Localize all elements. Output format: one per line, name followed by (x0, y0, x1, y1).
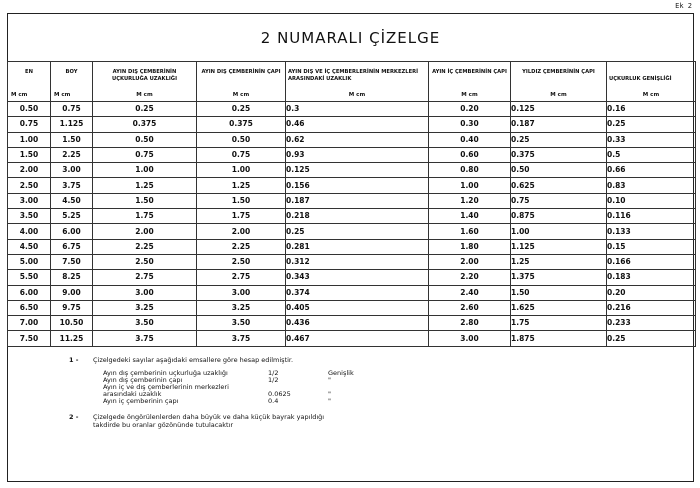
header-label: AYIN İÇ ÇEMBERİNİN ÇAPI (432, 69, 507, 75)
cell-boy: 10.50 (51, 316, 93, 331)
cell-boy: 3.00 (51, 163, 93, 178)
cell-inner-diameter: 0.30 (429, 117, 511, 132)
header-label: BOY (65, 69, 78, 75)
cell-hoist-width: 0.10 (607, 193, 696, 208)
table-row (8, 270, 696, 285)
table-row (8, 178, 696, 193)
cell-center-distance: 0.281 (286, 239, 429, 254)
formula-row (103, 398, 388, 405)
header-label: AYIN DIŞ ÇEMBERİNİN UÇKURLUĞA UZAKLIĞI (112, 69, 177, 82)
cell-outer-diameter: 0.50 (197, 132, 286, 147)
cell-outer-distance: 0.25 (93, 102, 197, 117)
cell-hoist-width: 0.116 (607, 209, 696, 224)
note-text-line: takdirde bu oranlar gözönünde tutulacaktır (93, 421, 234, 429)
title-box (8, 14, 693, 62)
cell-outer-diameter: 0.75 (197, 147, 286, 162)
cell-center-distance: 0.62 (286, 132, 429, 147)
cell-star-diameter: 1.375 (511, 270, 607, 285)
cell-inner-diameter: 1.60 (429, 224, 511, 239)
cell-hoist-width: 0.15 (607, 239, 696, 254)
cell-outer-distance: 2.75 (93, 270, 197, 285)
cell-star-diameter: 1.50 (511, 285, 607, 300)
formula-basis (328, 384, 388, 391)
cell-hoist-width: 0.133 (607, 224, 696, 239)
note-text-line: Çizelgede öngörülenlerden daha büyük ve daha küçük bayrak yapıldığı (93, 413, 325, 421)
cell-outer-diameter: 1.75 (197, 209, 286, 224)
header-unit: M cm (232, 92, 250, 98)
cell-outer-distance: 2.00 (93, 224, 197, 239)
header-label: UÇKURLUK GENİŞLİĞİ (609, 76, 672, 82)
cell-star-diameter: 0.875 (511, 209, 607, 224)
cell-inner-diameter: 0.20 (429, 102, 511, 117)
cell-star-diameter: 0.25 (511, 132, 607, 147)
cell-center-distance: 0.125 (286, 163, 429, 178)
cell-center-distance: 0.187 (286, 193, 429, 208)
cell-outer-distance: 1.50 (93, 193, 197, 208)
formula-list (103, 370, 388, 405)
cell-outer-diameter: 1.00 (197, 163, 286, 178)
table-row (8, 209, 696, 224)
cell-hoist-width: 0.20 (607, 285, 696, 300)
cell-outer-distance: 3.25 (93, 300, 197, 315)
table-row (8, 193, 696, 208)
formula-basis: " (328, 390, 331, 398)
table-row (8, 331, 696, 346)
cell-outer-distance: 1.25 (93, 178, 197, 193)
cell-star-diameter: 1.625 (511, 300, 607, 315)
cell-en: 7.00 (8, 316, 51, 331)
cell-hoist-width: 0.66 (607, 163, 696, 178)
cell-en: 1.00 (8, 132, 51, 147)
cell-hoist-width: 0.233 (607, 316, 696, 331)
table-row (8, 285, 696, 300)
cell-boy: 8.25 (51, 270, 93, 285)
formula-value: 1/2 (268, 376, 279, 384)
cell-en: 0.75 (8, 117, 51, 132)
formula-basis: " (328, 376, 331, 384)
cell-boy: 6.00 (51, 224, 93, 239)
ratio-table (7, 61, 696, 347)
table-row (8, 102, 696, 117)
cell-star-diameter: 0.187 (511, 117, 607, 132)
formula-basis: Genişlik (328, 369, 354, 377)
header-inner-circle-diameter (429, 62, 511, 102)
cell-outer-diameter: 3.50 (197, 316, 286, 331)
formula-label: arasındaki uzaklık (103, 390, 162, 398)
cell-hoist-width: 0.216 (607, 300, 696, 315)
note-1 (69, 356, 388, 405)
cell-boy: 9.00 (51, 285, 93, 300)
cell-outer-distance: 2.25 (93, 239, 197, 254)
cell-hoist-width: 0.166 (607, 254, 696, 269)
cell-boy: 2.25 (51, 147, 93, 162)
cell-hoist-width: 0.5 (607, 147, 696, 162)
cell-inner-diameter: 2.00 (429, 254, 511, 269)
cell-outer-distance: 0.75 (93, 147, 197, 162)
formula-label: Ayın dış çemberinin çapı (103, 376, 183, 384)
cell-inner-diameter: 1.00 (429, 178, 511, 193)
table-row (8, 254, 696, 269)
header-unit: M cm (348, 92, 366, 98)
note-2 (69, 413, 388, 429)
cell-boy: 5.25 (51, 209, 93, 224)
table-row (8, 239, 696, 254)
cell-inner-diameter: 1.80 (429, 239, 511, 254)
cell-inner-diameter: 0.60 (429, 147, 511, 162)
header-unit: M cm (54, 92, 71, 98)
cell-inner-diameter: 0.80 (429, 163, 511, 178)
header-label: AYIN DIŞ VE İÇ ÇEMBERLERİNİN MERKEZLERİ ARASINDAKİ UZAKLIK (288, 69, 419, 82)
table-row (8, 316, 696, 331)
cell-center-distance: 0.405 (286, 300, 429, 315)
formula-label: Ayın iç çemberinin çapı (103, 397, 179, 405)
formula-label: Ayın iç ve dış çemberlerinin merkezleri (103, 383, 229, 391)
cell-center-distance: 0.3 (286, 102, 429, 117)
cell-outer-diameter: 1.50 (197, 193, 286, 208)
cell-star-diameter: 1.00 (511, 224, 607, 239)
cell-center-distance: 0.312 (286, 254, 429, 269)
cell-en: 2.00 (8, 163, 51, 178)
cell-star-diameter: 0.125 (511, 102, 607, 117)
note-number: 2 - (69, 413, 79, 421)
cell-en: 2.50 (8, 178, 51, 193)
cell-center-distance: 0.93 (286, 147, 429, 162)
cell-hoist-width: 0.183 (607, 270, 696, 285)
cell-center-distance: 0.467 (286, 331, 429, 346)
cell-star-diameter: 0.50 (511, 163, 607, 178)
cell-outer-distance: 3.50 (93, 316, 197, 331)
note-text: Çizelgedeki sayılar aşağıdaki emsallere göre hesap edilmiştir. (93, 356, 294, 364)
formula-value: 1/2 (268, 369, 279, 377)
cell-inner-diameter: 2.20 (429, 270, 511, 285)
table-row (8, 147, 696, 162)
table-body (8, 102, 696, 347)
cell-outer-distance: 1.75 (93, 209, 197, 224)
cell-outer-diameter: 0.375 (197, 117, 286, 132)
cell-hoist-width: 0.33 (607, 132, 696, 147)
header-unit: M cm (461, 92, 478, 98)
header-label: EN (25, 69, 33, 75)
cell-outer-diameter: 3.00 (197, 285, 286, 300)
cell-outer-diameter: 1.25 (197, 178, 286, 193)
cell-en: 7.50 (8, 331, 51, 346)
table-row (8, 117, 696, 132)
cell-hoist-width: 0.25 (607, 117, 696, 132)
formula-basis: " (328, 397, 331, 405)
cell-boy: 9.75 (51, 300, 93, 315)
cell-outer-diameter: 2.50 (197, 254, 286, 269)
cell-center-distance: 0.218 (286, 209, 429, 224)
annex-label: Ek 2 (675, 2, 692, 10)
cell-en: 0.50 (8, 102, 51, 117)
cell-inner-diameter: 3.00 (429, 331, 511, 346)
cell-inner-diameter: 0.40 (429, 132, 511, 147)
cell-boy: 1.125 (51, 117, 93, 132)
header-row (8, 62, 696, 102)
cell-center-distance: 0.343 (286, 270, 429, 285)
cell-boy: 3.75 (51, 178, 93, 193)
cell-outer-diameter: 2.25 (197, 239, 286, 254)
page-title: 2 NUMARALI ÇİZELGE (260, 28, 441, 47)
cell-boy: 4.50 (51, 193, 93, 208)
cell-center-distance: 0.25 (286, 224, 429, 239)
cell-center-distance: 0.156 (286, 178, 429, 193)
header-outer-circle-distance (93, 62, 197, 102)
cell-outer-distance: 2.50 (93, 254, 197, 269)
header-label: AYIN DIŞ ÇEMBERİNİN ÇAPI (201, 69, 281, 75)
header-hoist-width (607, 62, 696, 102)
header-star-circle-diameter (511, 62, 607, 102)
cell-en: 3.00 (8, 193, 51, 208)
cell-hoist-width: 0.83 (607, 178, 696, 193)
cell-center-distance: 0.374 (286, 285, 429, 300)
cell-en: 6.50 (8, 300, 51, 315)
cell-boy: 7.50 (51, 254, 93, 269)
cell-star-diameter: 1.25 (511, 254, 607, 269)
formula-label: Ayın dış çemberinin uçkurluğa uzaklığı (103, 369, 228, 377)
cell-en: 3.50 (8, 209, 51, 224)
table-row (8, 224, 696, 239)
cell-star-diameter: 0.375 (511, 147, 607, 162)
cell-inner-diameter: 1.20 (429, 193, 511, 208)
cell-star-diameter: 1.875 (511, 331, 607, 346)
formula-value: 0.4 (268, 397, 279, 405)
cell-en: 5.00 (8, 254, 51, 269)
header-unit: M cm (136, 92, 153, 98)
cell-en: 6.00 (8, 285, 51, 300)
cell-inner-diameter: 2.60 (429, 300, 511, 315)
table-row (8, 132, 696, 147)
table-row (8, 163, 696, 178)
cell-inner-diameter: 2.40 (429, 285, 511, 300)
cell-outer-distance: 3.00 (93, 285, 197, 300)
header-unit: M cm (642, 92, 660, 98)
cell-center-distance: 0.46 (286, 117, 429, 132)
cell-inner-diameter: 2.80 (429, 316, 511, 331)
cell-en: 5.50 (8, 270, 51, 285)
formula-value: 0.0625 (268, 390, 291, 398)
cell-outer-diameter: 3.75 (197, 331, 286, 346)
cell-hoist-width: 0.25 (607, 331, 696, 346)
cell-inner-diameter: 1.40 (429, 209, 511, 224)
notes-section (69, 356, 388, 429)
header-outer-circle-diameter (197, 62, 286, 102)
note-number: 1 - (69, 356, 79, 364)
cell-star-diameter: 0.625 (511, 178, 607, 193)
header-boy (51, 62, 93, 102)
cell-en: 4.00 (8, 224, 51, 239)
cell-hoist-width: 0.16 (607, 102, 696, 117)
cell-boy: 6.75 (51, 239, 93, 254)
document-frame (7, 13, 694, 482)
header-center-distance (286, 62, 429, 102)
cell-outer-diameter: 2.00 (197, 224, 286, 239)
cell-outer-distance: 0.50 (93, 132, 197, 147)
header-unit: M cm (11, 92, 28, 98)
header-label: YILDIZ ÇEMBERİNİN ÇAPI (522, 69, 595, 75)
cell-star-diameter: 1.75 (511, 316, 607, 331)
cell-star-diameter: 0.75 (511, 193, 607, 208)
cell-outer-diameter: 0.25 (197, 102, 286, 117)
cell-center-distance: 0.436 (286, 316, 429, 331)
header-en (8, 62, 51, 102)
cell-outer-distance: 1.00 (93, 163, 197, 178)
cell-boy: 11.25 (51, 331, 93, 346)
cell-star-diameter: 1.125 (511, 239, 607, 254)
cell-en: 1.50 (8, 147, 51, 162)
cell-boy: 0.75 (51, 102, 93, 117)
cell-outer-distance: 0.375 (93, 117, 197, 132)
cell-outer-diameter: 2.75 (197, 270, 286, 285)
cell-boy: 1.50 (51, 132, 93, 147)
table-row (8, 300, 696, 315)
cell-en: 4.50 (8, 239, 51, 254)
cell-outer-distance: 3.75 (93, 331, 197, 346)
header-unit: M cm (550, 92, 567, 98)
cell-outer-diameter: 3.25 (197, 300, 286, 315)
